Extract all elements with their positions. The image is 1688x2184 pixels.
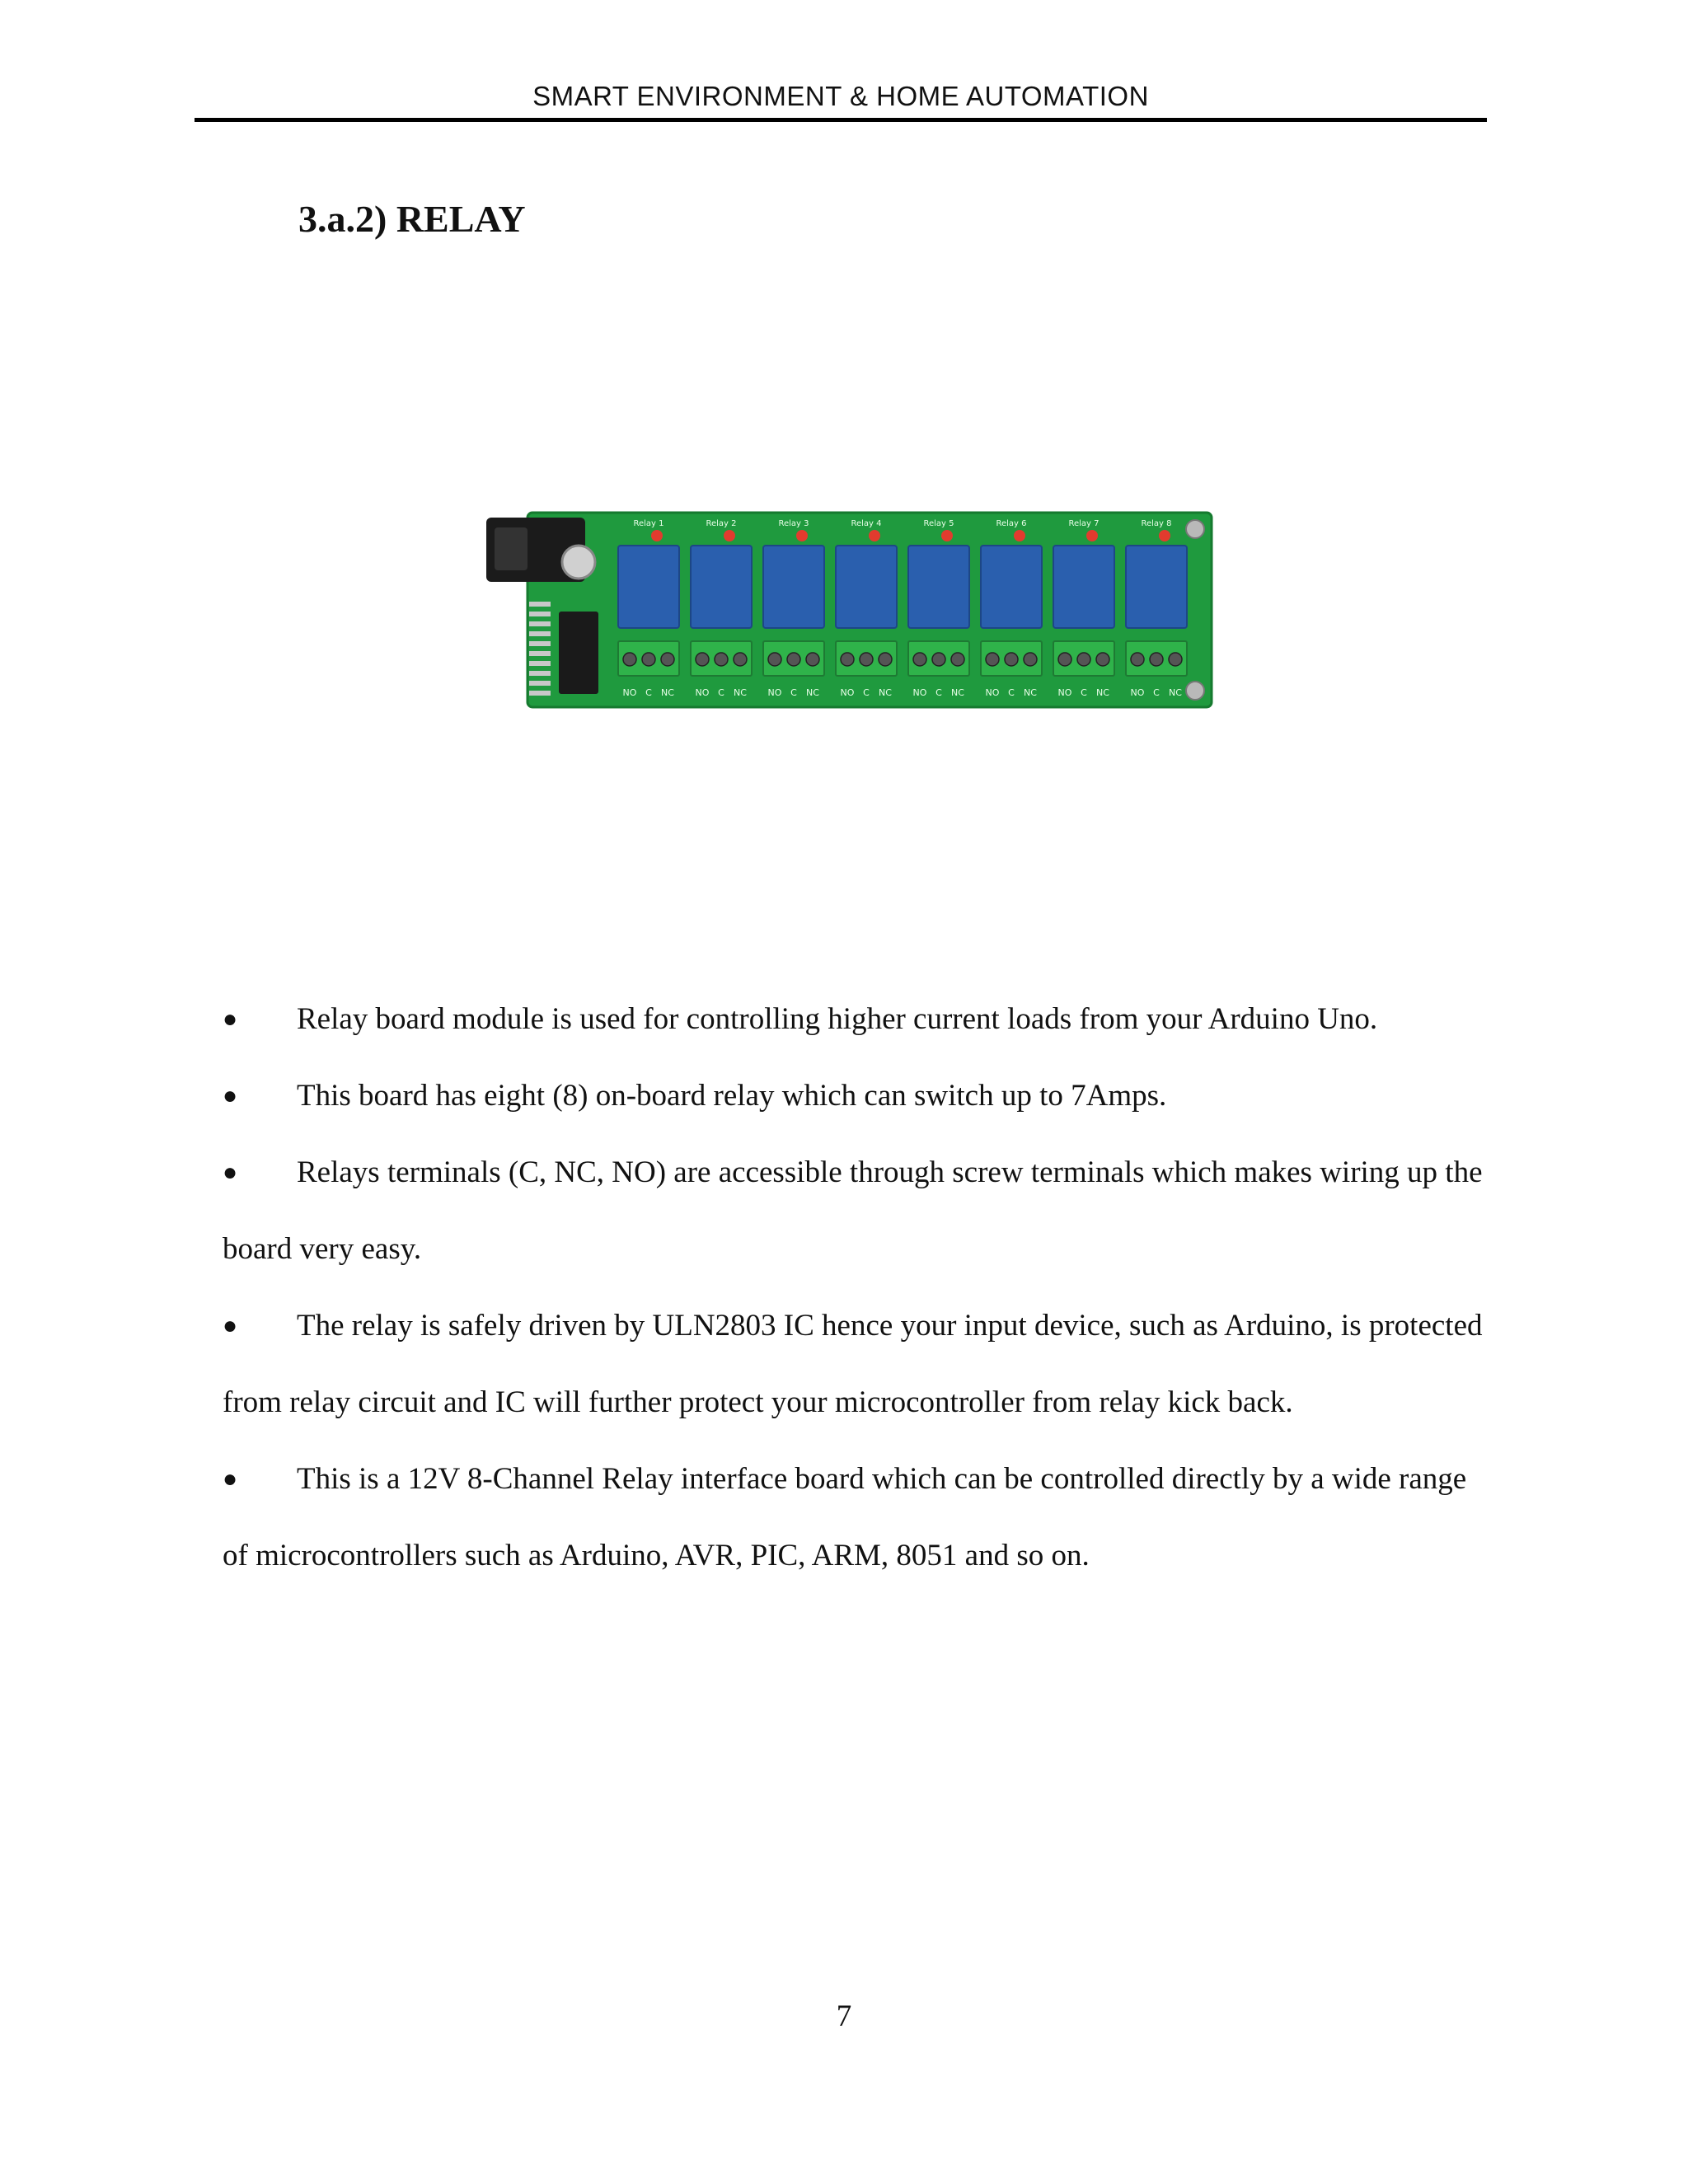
relay-led	[1086, 530, 1098, 541]
mounting-screw	[1186, 520, 1204, 538]
terminal-label: NO	[622, 687, 637, 698]
relay-label: Relay 3	[778, 519, 809, 528]
relay-block	[691, 546, 752, 628]
bullet-text: The relay is safely driven by ULN2803 IC hence your input device, such as Arduino, is protected from relay circuit and IC will further protect your microcontroller from relay kick back.	[223, 1309, 1483, 1419]
terminal-label: C	[863, 687, 870, 698]
terminal-screw	[661, 653, 674, 666]
page-number: 7	[836, 1999, 852, 2033]
relay-block	[763, 546, 824, 628]
terminal-screw	[841, 653, 854, 666]
header-pin	[529, 621, 551, 626]
relay-board-photo	[486, 503, 1220, 721]
mounting-screw	[1186, 682, 1204, 700]
relay-block	[981, 546, 1042, 628]
terminal-label: NC	[1169, 687, 1182, 698]
relay-label: Relay 4	[851, 519, 882, 528]
terminal-label: NO	[1057, 687, 1072, 698]
terminal-screw	[1096, 653, 1109, 666]
terminal-screw	[913, 653, 926, 666]
header-pin	[529, 602, 551, 607]
relay-block	[618, 546, 679, 628]
relay-led	[1159, 530, 1170, 541]
relay-label: Relay 8	[1141, 519, 1172, 528]
bullet-item	[223, 1287, 1492, 1441]
bullet-item	[223, 1441, 1492, 1594]
bullet-text: This is a 12V 8-Channel Relay interface board which can be controlled directly by a wide range of microcontrollers such as Arduino, AVR, PIC, ARM, 8051 and so on.	[223, 1462, 1467, 1572]
terminal-label: NC	[879, 687, 892, 698]
relay-block	[836, 546, 897, 628]
header-pin	[529, 671, 551, 676]
terminal-label: C	[1008, 687, 1015, 698]
terminal-label: NC	[661, 687, 674, 698]
terminal-label: C	[718, 687, 724, 698]
bullet-list	[223, 981, 1492, 1594]
bullet-marker: ●	[223, 1312, 238, 1339]
terminal-screw	[1150, 653, 1163, 666]
terminal-screw	[768, 653, 781, 666]
terminal-label: C	[790, 687, 797, 698]
relay-led	[651, 530, 663, 541]
terminal-label: C	[1081, 687, 1087, 698]
relay-label: Relay 7	[1068, 519, 1100, 528]
capacitor	[562, 546, 595, 579]
terminal-screw	[986, 653, 999, 666]
terminal-screw	[715, 653, 728, 666]
relay-label: Relay 6	[996, 519, 1027, 528]
terminal-screw	[696, 653, 709, 666]
terminal-screw	[860, 653, 873, 666]
header-rule	[195, 118, 1487, 122]
terminal-screw	[932, 653, 945, 666]
header-pin	[529, 651, 551, 656]
header-pin	[529, 631, 551, 636]
terminal-label: NO	[1130, 687, 1145, 698]
terminal-label: NC	[1024, 687, 1037, 698]
terminal-label: NO	[767, 687, 782, 698]
terminal-screw	[734, 653, 747, 666]
relay-led	[941, 530, 953, 541]
relay-block	[1126, 546, 1187, 628]
terminal-screw	[1077, 653, 1090, 666]
terminal-screw	[1024, 653, 1037, 666]
terminal-screw	[1005, 653, 1018, 666]
terminal-label: NO	[695, 687, 710, 698]
relay-block	[908, 546, 969, 628]
bullet-item	[223, 1057, 1492, 1134]
terminal-label: NC	[951, 687, 964, 698]
bullet-text: This board has eight (8) on-board relay which can switch up to 7Amps.	[297, 1079, 1167, 1113]
terminal-label: NC	[734, 687, 747, 698]
terminal-label: C	[1153, 687, 1160, 698]
bullet-marker: ●	[223, 1082, 238, 1109]
relay-label: Relay 1	[633, 519, 664, 528]
bullet-item	[223, 981, 1492, 1057]
terminal-label: NC	[1096, 687, 1109, 698]
relay-block	[1053, 546, 1114, 628]
header-pin	[529, 681, 551, 686]
terminal-screw	[642, 653, 655, 666]
terminal-screw	[806, 653, 819, 666]
terminal-screw	[623, 653, 636, 666]
terminal-label: NC	[806, 687, 819, 698]
running-header: SMART ENVIRONMENT & HOME AUTOMATION	[532, 81, 1149, 111]
terminal-label: NO	[912, 687, 927, 698]
terminal-label: C	[935, 687, 942, 698]
terminal-screw	[1131, 653, 1144, 666]
terminal-screw	[787, 653, 800, 666]
header-pin	[529, 641, 551, 646]
terminal-screw	[1169, 653, 1182, 666]
terminal-screw	[879, 653, 892, 666]
terminal-label: NO	[985, 687, 1000, 698]
bullet-text: Relay board module is used for controlling higher current loads from your Arduino Uno.	[297, 1002, 1378, 1036]
terminal-label: C	[645, 687, 652, 698]
relay-led	[796, 530, 808, 541]
relay-led	[724, 530, 735, 541]
header-pin	[529, 661, 551, 666]
relay-label: Relay 5	[923, 519, 954, 528]
header-pin	[529, 691, 551, 696]
bullet-marker: ●	[223, 1159, 238, 1186]
bullet-marker: ●	[223, 1005, 238, 1033]
relay-led	[1014, 530, 1025, 541]
section-heading: 3.a.2) RELAY	[298, 198, 526, 240]
terminal-screw	[951, 653, 964, 666]
bullet-marker: ●	[223, 1465, 238, 1493]
bullet-text: Relays terminals (C, NC, NO) are accessible through screw terminals which makes wiring up the board very easy.	[223, 1155, 1483, 1266]
header-pin	[529, 612, 551, 616]
terminal-label: NO	[840, 687, 855, 698]
relay-label: Relay 2	[706, 519, 737, 528]
bullet-item	[223, 1134, 1492, 1287]
relay-led	[869, 530, 880, 541]
uln2803-chip	[559, 612, 598, 694]
terminal-screw	[1058, 653, 1071, 666]
